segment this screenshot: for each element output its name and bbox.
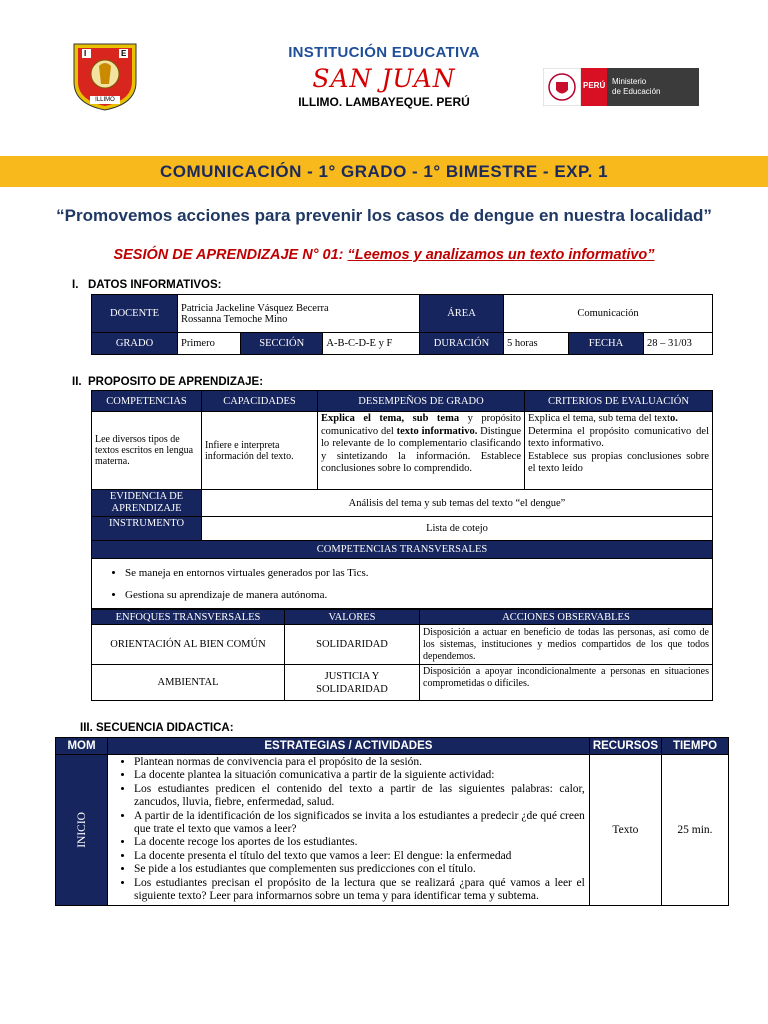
transversal-item: • Se maneja en entornos virtuales generados por las Tics. <box>125 562 709 584</box>
col-desempenos: DESEMPEÑOS DE GRADO <box>318 391 525 412</box>
criterios-cell <box>525 412 713 490</box>
desempeno-text-1: y propósito comunicativo del <box>321 413 521 437</box>
docente-label: DOCENTE <box>92 295 178 333</box>
transversales-label: COMPETENCIAS TRANSVERSALES <box>92 541 713 559</box>
school-location: ILLIMO. LAMBAYEQUE. PERÚ <box>298 95 470 109</box>
actividad-item: • Se pide a los estudiantes que complementen sus predicciones con el título. <box>134 863 585 876</box>
ministry-logo <box>543 68 699 106</box>
course-title: COMUNICACIÓN - 1° GRADO - 1° BIMESTRE - EXP. 1 <box>159 162 609 181</box>
ministry-line2: de Educación <box>612 87 661 96</box>
col-acciones: ACCIONES OBSERVABLES <box>420 610 713 625</box>
desempeno-cell <box>318 412 525 490</box>
transversales-list <box>95 562 709 606</box>
section-datos-heading: I. DATOS INFORMATIVOS: <box>72 279 222 291</box>
institution-label: INSTITUCIÓN EDUCATIVA <box>288 44 480 61</box>
criterio-1-text: Explica el tema, sub tema del text <box>528 413 670 424</box>
actividad-item: • La docente plantea la situación comunicativa a partir de la siguiente actividad: <box>134 769 585 782</box>
col-competencias: COMPETENCIAS <box>92 391 202 412</box>
docente-value <box>178 295 420 333</box>
col-capacidades: CAPACIDADES <box>202 391 318 412</box>
crest-caption: ILLIMO <box>95 97 115 103</box>
actividades-list <box>108 756 585 903</box>
docente-name-2: Rossanna Temoche Mino <box>181 313 288 325</box>
fecha-value: 28 – 31/03 <box>644 333 713 355</box>
crest-letter-e: E <box>121 49 127 58</box>
col-tiempo: TIEMPO <box>662 738 729 755</box>
instrumento-label: INSTRUMENTO <box>92 517 202 541</box>
secuencia-table <box>55 737 729 906</box>
enfoque-accion: Disposición a actuar en beneficio de todas las personas, así como de los sistemas, instituciones y medios compartidos de los que todos dependemos. <box>420 625 713 665</box>
grado-value: Primero <box>178 333 241 355</box>
tiempo-cell: 25 min. <box>662 755 729 906</box>
docente-name-1: Patricia Jackeline Vásquez Becerra <box>181 302 329 314</box>
fecha-label: FECHA <box>569 333 644 355</box>
actividad-item: • Los estudiantes precisan el propósito de la lectura que se realizará ¿para qué vamos a leer el siguiente texto? Leer para informarnos sobre un tema y para identificar tema y subtema. <box>134 877 585 904</box>
enfoque-valor: SOLIDARIDAD <box>285 625 420 665</box>
actividad-item: • Plantean normas de convivencia para el propósito de la sesión. <box>134 756 585 769</box>
enfoque-name: AMBIENTAL <box>92 665 285 701</box>
transversal-item: • Gestiona su aprendizaje de manera autónoma. <box>125 584 709 606</box>
enfoque-name: ORIENTACIÓN AL BIEN COMÚN <box>92 625 285 665</box>
session-prefix: SESIÓN DE APRENDIZAJE N° 01: <box>113 247 348 263</box>
enfoque-valor: JUSTICIA Y SOLIDARIDAD <box>285 665 420 701</box>
session-title <box>0 247 768 263</box>
col-estrategias: ESTRATEGIAS / ACTIVIDADES <box>108 738 590 755</box>
actividad-item: • La docente presenta el título del texto que vamos a leer: El dengue: la enfermedad <box>134 850 585 863</box>
criterio-3: Establece sus propias conclusiones sobre el texto leído <box>528 450 709 474</box>
col-enfoques: ENFOQUES TRANSVERSALES <box>92 610 285 625</box>
crest-letter-i: I <box>84 49 87 58</box>
desempeno-bold-2: texto informativo. <box>396 425 478 437</box>
capacidad-cell: Infiere e interpreta información del texto. <box>202 412 318 490</box>
enfoque-accion: Disposición a apoyar incondicionalmente a personas en situaciones comprometidas o difíciles. <box>420 665 713 701</box>
school-name: SAN JUAN <box>312 64 456 93</box>
desempeno-text-2: Distingue lo relevante de lo complementario clasificando y sintetizando la información. Establece conclusiones sobre lo comprendido. <box>321 425 521 474</box>
competencia-cell: Lee diversos tipos de textos escritos en lengua materna. <box>92 412 202 490</box>
actividad-item: • La docente recoge los aportes de los estudiantes. <box>134 836 585 849</box>
col-recursos: RECURSOS <box>589 738 661 755</box>
actividades-cell <box>108 755 590 906</box>
datos-table <box>91 294 713 355</box>
desempeno-bold-1: Explica el tema, sub tema <box>321 413 460 424</box>
enfoques-table <box>91 609 713 701</box>
unit-title: “Promovemos acciones para prevenir los casos de dengue en nuestra localidad” <box>56 206 712 225</box>
criterio-1-end: o. <box>670 413 678 424</box>
section-secuencia-heading: III. SECUENCIA DIDACTICA: <box>80 722 234 734</box>
actividad-item: • A partir de la identificación de los significados se invita a los estudiantes a predecir ¿de qué creen que trate el texto que vamos a leer? <box>134 810 585 837</box>
transversales-list-cell <box>92 559 713 609</box>
criterio-1 <box>528 413 709 426</box>
col-mom: MOM <box>56 738 108 755</box>
duracion-value: 5 horas <box>504 333 569 355</box>
area-value: Comunicación <box>504 295 713 333</box>
col-valores: VALORES <box>285 610 420 625</box>
duracion-label: DURACIÓN <box>420 333 504 355</box>
recurso-cell: Texto <box>589 755 661 906</box>
seccion-label: SECCIÓN <box>241 333 323 355</box>
session-name: “Leemos y analizamos un texto informativo” <box>347 247 655 263</box>
seccion-value: A-B-C-D-E y F <box>323 333 420 355</box>
grado-label: GRADO <box>92 333 178 355</box>
criterio-2: Determina el propósito comunicativo del texto informativo. <box>528 425 709 449</box>
col-criterios: CRITERIOS DE EVALUACIÓN <box>525 391 713 412</box>
momento-label: INICIO <box>75 812 88 849</box>
evidencia-label: EVIDENCIA DE APRENDIZAJE <box>92 490 202 517</box>
momento-cell <box>56 755 108 906</box>
proposito-table <box>91 390 713 609</box>
instrumento-value: Lista de cotejo <box>202 517 713 541</box>
ministry-country: PERÚ <box>583 81 606 90</box>
evidencia-value: Análisis del tema y sub temas del texto “el dengue” <box>202 490 713 517</box>
actividad-item: • Los estudiantes predicen el contenido del texto a partir de las siguientes palabras: calor, zancudos, lluvia, fiebre, enfermedad, salud. <box>134 783 585 810</box>
area-label: ÁREA <box>420 295 504 333</box>
section-proposito-heading: II. PROPOSITO DE APRENDIZAJE: <box>72 376 264 388</box>
ministry-line1: Ministerio <box>612 77 647 86</box>
